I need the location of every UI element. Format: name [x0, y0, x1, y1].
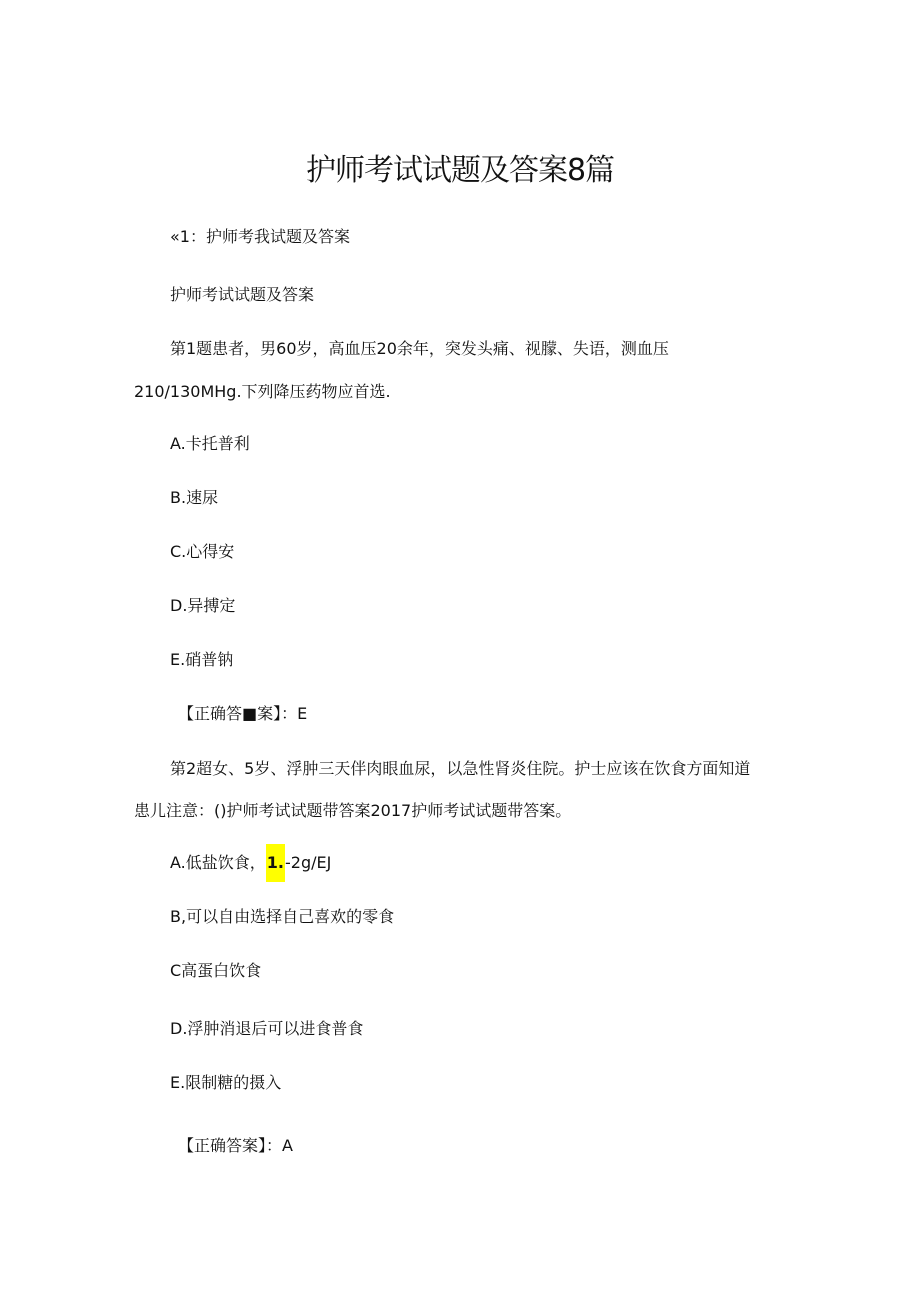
document-title: 护师考试试题及答案8篇	[305, 153, 615, 188]
question-1-option-d: D.异搏定	[170, 596, 236, 615]
highlight-mark: 1.	[266, 844, 285, 882]
question-1-option-b: B.速尿	[170, 488, 219, 507]
question-2-option-c: C高蛋白饮食	[170, 961, 262, 980]
question-2-text-line-1: 第2超女、5岁、浮肿三天伴肉眼血尿，以急性肾炎住院。护士应该在饮食方面知道	[170, 759, 751, 778]
question-1-option-a: A.卡托普利	[170, 434, 250, 453]
question-2-text-line-2: 患儿注意：()护师考试试题带答案2017护师考试试题带答案。	[134, 801, 572, 820]
section-heading: «1：护师考我试题及答案	[170, 227, 350, 246]
subtitle: 护师考试试题及答案	[170, 285, 315, 304]
question-2-option-b: B,可以自由选择自己喜欢的零食	[170, 907, 395, 926]
question-1-text-line-1: 第1题患者，男60岁，高血压20余年，突发头痛、视朦、失语，测血压	[170, 339, 669, 358]
question-1-option-c: C.心得安	[170, 542, 235, 561]
question-2-option-e: E.限制糖的摄入	[170, 1073, 282, 1092]
question-1-answer: 【正确答■案】：E	[178, 704, 308, 723]
question-2-option-d: D.浮肿消退后可以进食普食	[170, 1019, 364, 1038]
question-2-option-a-prefix: A.低盐饮食，	[170, 853, 266, 872]
question-1-text-line-2: 210/130MHg.下列降压药物应首选.	[134, 382, 391, 401]
question-1-option-e: E.硝普钠	[170, 650, 234, 669]
question-2-answer: 【正确答案】：A	[178, 1136, 293, 1155]
question-2-option-a-suffix: -2g/EJ	[284, 853, 332, 872]
question-2-option-a	[170, 852, 331, 874]
